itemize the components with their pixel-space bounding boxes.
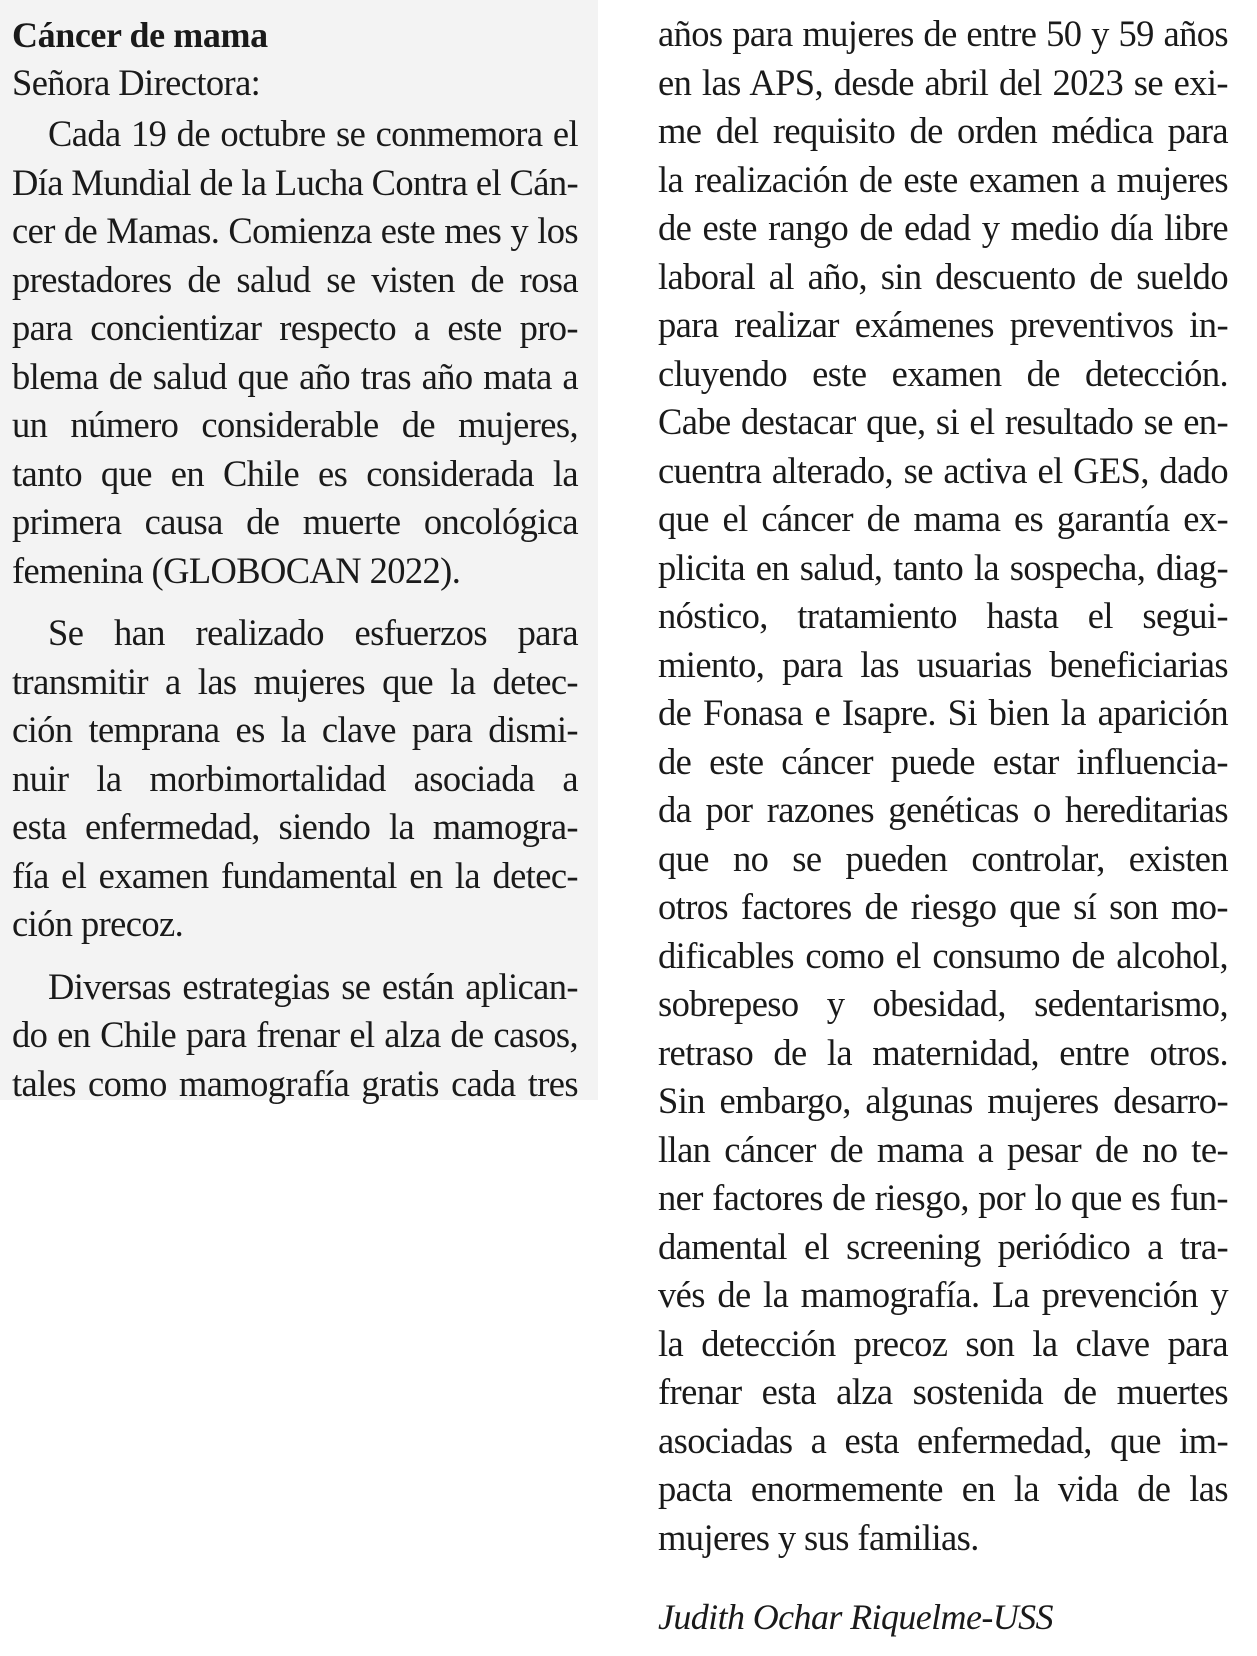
text-line: otros factores de riesgo que sí son mo- [658, 886, 1228, 927]
text-line: Día Mundial de la Lucha Contra el Cán- [12, 161, 579, 203]
text-line: ción temprana es la clave para dismi- [12, 709, 578, 750]
text-line: cuentra alterado, se activa el GES, dado [658, 449, 1228, 491]
text-line: de Fonasa e Isapre. Si bien la aparición [658, 692, 1228, 733]
text-line: sobrepeso y obesidad, sedentarismo, [658, 983, 1228, 1024]
text-line: femenina (GLOBOCAN 2022). [12, 549, 461, 591]
text-line: prestadores de salud se visten de rosa [12, 258, 578, 300]
right-column [658, 0, 1228, 1562]
text-line: da por razones genéticas o hereditarias [658, 789, 1228, 830]
text-line: blema de salud que año tras año mata a [12, 355, 578, 397]
text-line: retraso de la maternidad, entre otros. [658, 1031, 1228, 1073]
text-line: que no se pueden controlar, existen [658, 837, 1228, 879]
text-line: do en Chile para frenar el alza de casos, [12, 1014, 578, 1055]
paragraph-gap [12, 949, 578, 963]
text-line: la realización de este examen a mujeres [658, 158, 1228, 200]
text-line: que el cáncer de mama es garantía ex- [658, 498, 1228, 539]
text-line: en las APS, desde abril del 2023 se exi- [658, 61, 1228, 103]
text-line: laboral al año, sin descuento de sueldo [658, 255, 1228, 297]
text-line: nóstico, tratamiento hasta el segui- [658, 595, 1228, 636]
text-line: tales como mamografía gratis cada tres [12, 1062, 578, 1104]
left-column [12, 0, 578, 1108]
text-line: esta enfermedad, siendo la mamogra- [12, 806, 578, 847]
text-line: cer de Mamas. Comienza este mes y los [12, 210, 578, 251]
paragraph-3 [12, 963, 578, 1109]
text-line: mujeres y sus familias. [658, 1516, 979, 1558]
text-line: ner factores de riesgo, por lo que es fun- [658, 1177, 1228, 1218]
text-line: Se han realizado esfuerzos para [48, 612, 578, 653]
author-signature: Judith Ochar Riquelme-USS [658, 1597, 1053, 1637]
text-line: años para mujeres de entre 50 y 59 años [658, 13, 1228, 54]
text-line: la detección precoz son la clave para [658, 1322, 1228, 1364]
text-line: Cada 19 de octubre se conmemora el [48, 113, 578, 154]
text-line: Diversas estrategias se están aplican- [48, 965, 578, 1007]
text-line: de este rango de edad y medio día libre [658, 207, 1228, 248]
text-line: frenar esta alza sostenida de muertes [658, 1371, 1228, 1412]
text-line: Sin embargo, algunas mujeres desarro- [658, 1080, 1228, 1121]
paragraph-2 [12, 609, 578, 949]
text-line: me del requisito de orden médica para [658, 110, 1228, 151]
text-line: para concientizar respecto a este pro- [12, 307, 578, 348]
paragraph-gap [12, 595, 578, 609]
text-line: tanto que en Chile es considerada la [12, 452, 578, 494]
text-line: fía el examen fundamental en la detec- [12, 854, 578, 896]
text-line: cluyendo este examen de detección. [658, 352, 1228, 394]
text-line: transmitir a las mujeres que la detec- [12, 660, 578, 702]
text-line: asociadas a esta enfermedad, que im- [658, 1419, 1228, 1461]
salutation: Señora Directora: [12, 62, 261, 103]
text-line: de este cáncer puede estar influencia- [658, 740, 1228, 782]
text-line: miento, para las usuarias beneficiarias [658, 643, 1228, 685]
text-line: plicita en salud, tanto la sospecha, diag- [658, 546, 1228, 588]
text-line: primera causa de muerte oncológica [12, 501, 578, 542]
text-line: un número considerable de mujeres, [12, 404, 578, 445]
text-line: Cabe destacar que, si el resultado se en- [658, 401, 1228, 442]
text-line: llan cáncer de mama a pesar de no te- [658, 1128, 1228, 1170]
letter-title: Cáncer de mama [12, 15, 268, 55]
text-line: para realizar exámenes preventivos in- [658, 304, 1228, 345]
text-line: pacta enormemente en la vida de las [658, 1468, 1228, 1509]
text-line: damental el screening periódico a tra- [658, 1225, 1228, 1267]
text-line: ción precoz. [12, 903, 184, 944]
text-line: vés de la mamografía. La prevención y [658, 1274, 1228, 1315]
right-column-top-spacer [658, 0, 1228, 10]
paragraph-1 [12, 110, 578, 595]
text-line: dificables como el consumo de alcohol, [658, 934, 1228, 976]
text-line: nuir la morbimortalidad asociada a [12, 757, 578, 799]
